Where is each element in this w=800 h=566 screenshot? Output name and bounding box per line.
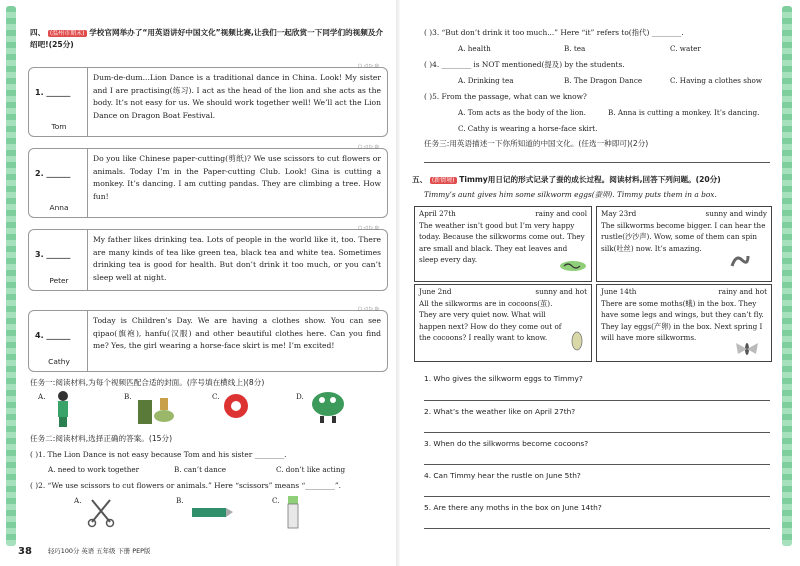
card-number: 2. ______ (35, 169, 71, 178)
q4-option-b: B. The Dragon Dance (564, 76, 643, 85)
video-controls: ○ ◁ ▷ ◎ (357, 225, 379, 231)
footer-text: 轻巧100分 英语 五年级 下册 PEP版 (48, 547, 151, 555)
q3-option-a: A. health (458, 44, 491, 53)
diary-weather: sunny and hot (535, 287, 587, 296)
card-divider (87, 68, 88, 136)
silkworm-question-3: 3. When do the silkworms become cocoons? (424, 439, 589, 448)
option-label: A. (38, 392, 46, 401)
video-controls: ○ ◁ ▷ ◎ (357, 306, 379, 312)
q3-option-b: B. tea (564, 44, 586, 53)
video-card-cathy (28, 306, 388, 372)
answer-line[interactable] (424, 464, 770, 465)
diary-date: May 23rd (601, 209, 637, 218)
tea-picture (136, 394, 176, 426)
moth-icon (734, 340, 760, 358)
intro-text: Timmy’s aunt gives him some silkworm eggs(蚕卵). Timmy puts them in a box. (424, 190, 717, 199)
answer-line[interactable] (424, 432, 770, 433)
silkworm-question-1: 1. Who gives the silkworm eggs to Timmy? (424, 374, 583, 383)
section-five-title (412, 175, 782, 185)
section-instruction: Timmy用日记的形式记录了蚕的成长过程。阅读材料,回答下列问题。(20分) (459, 175, 721, 184)
q1-option-c: C. don’t like acting (276, 465, 346, 474)
diary-date: June 2nd (419, 287, 452, 296)
task-three-instruction: 任务三:用英语描述一下你所知道的中国文化。(任选一种即可)(2分) (424, 139, 649, 148)
q2-option-b: B. (176, 496, 184, 505)
right-page (400, 0, 800, 566)
video-controls: ○ ◁ ▷ ◎ (357, 144, 379, 150)
cocoon-icon (570, 330, 584, 352)
option-label: C. (212, 392, 220, 401)
card-number: 3. ______ (35, 250, 71, 259)
card-text: Do you like Chinese paper-cutting(剪纸)? We use scissors to cut flowers or animals. Today I’m in the Paper-cutting Club. Look! Gina is cutting a monkey. It’s dancing. I am cutting pandas. They are climbing a tree. How fun! (93, 154, 381, 201)
card-number: 4. ______ (35, 331, 71, 340)
video-card-tom (28, 63, 388, 137)
glue-stick-picture (286, 494, 300, 530)
answer-line[interactable] (424, 162, 770, 163)
q5-option-a: A. Tom acts as the body of the lion. (458, 108, 586, 117)
section-number: 四、 (30, 28, 46, 37)
question-2: ( )2. “We use scissors to cut flowers or animals.” Here “scissors” means “________”. (30, 481, 341, 490)
diary-text: All the silkworms are in cocoons(茧). They are very quiet now. What will happen next? How do they come out of the cocoons? I really want to know. (419, 298, 562, 343)
task-two-instruction: 任务二:阅读材料,选择正确的答案。(15分) (30, 434, 173, 443)
qipao-girl-picture (50, 390, 76, 428)
speaker-name: Peter (49, 276, 69, 286)
section-instruction: 学校官网举办了“用英语讲好中国文化”视频比赛,让我们一起欣赏一下同学们的视频及介绍吧!(25分) (30, 28, 384, 49)
question-1: ( )1. The Lion Dance is not easy because Tom and his sister ________. (30, 450, 287, 459)
question-5: ( )5. From the passage, what can we know? (424, 92, 587, 101)
video-controls: ○ ◁ ▷ ◎ (357, 63, 379, 69)
card-divider (87, 149, 88, 217)
section-tag: (新情境) (431, 177, 455, 184)
scissors-picture (86, 496, 116, 528)
silkworm-question-5: 5. Are there any moths in the box on June 14th? (424, 503, 602, 512)
section-tag: (温州市期末) (49, 30, 85, 37)
q4-option-a: A. Drinking tea (458, 76, 514, 85)
card-text: Today is Children’s Day. We are having a clothes show. You can see qipao(旗袍), hanfu(汉服) and other beautiful clothes here. Can you find me? Yes, the girl wearing a horse-face skirt is me! I’m excited! (93, 316, 381, 351)
diary-date: June 14th (601, 287, 637, 296)
silkworm-spinning-icon (728, 250, 752, 272)
q3-option-c: C. water (670, 44, 701, 53)
card-divider (87, 230, 88, 290)
section-four-title (30, 27, 390, 51)
answer-line[interactable] (424, 496, 770, 497)
q1-option-a: A. need to work together (48, 465, 140, 474)
option-label: D. (296, 392, 304, 401)
card-number: 1. ______ (35, 88, 71, 97)
silkworm-on-leaf-icon (558, 258, 588, 272)
question-4: ( )4. ________ is NOT mentioned(提及) by the students. (424, 60, 625, 69)
answer-line[interactable] (424, 400, 770, 401)
video-card-peter (28, 225, 388, 291)
video-card-anna (28, 144, 388, 218)
card-text: Dum-de-dum...Lion Dance is a traditional dance in China. Look! My sister and I are practising(练习). I act as the head of the lion and she acts as the body. It’s not easy for us. We should work together well! We’ll act the Lion Dance on Dragon Boat Festival. (93, 73, 381, 120)
diary-text: There are some moths(蛾) in the box. They have some legs and wings, but they can’t fly. They lay eggs(产卵) in the box. Next spring I will have more silkworms. (601, 298, 764, 343)
right-decorative-border (782, 6, 792, 546)
card-text: My father likes drinking tea. Lots of people in the world like it, too. There are many kinds of tea like green tea, black tea and white tea. Sometimes drinking tea is good for health. But don’t drink it too much, or you can’t sleep well at night. (93, 235, 381, 282)
diary-weather: rainy and cool (535, 209, 587, 218)
page-number: 38 (18, 546, 32, 557)
paper-cutting-picture (222, 392, 250, 424)
lion-dance-picture (306, 388, 350, 424)
diary-text: The weather isn’t good but I’m very happy today. Because the silkworms come out. They are small and black. They eat leaves and sleep every day. (419, 220, 585, 265)
silkworm-question-2: 2. What’s the weather like on April 27th? (424, 407, 576, 416)
card-divider (87, 311, 88, 371)
option-label: B. (124, 392, 132, 401)
answer-line[interactable] (424, 528, 770, 529)
diary-weather: rainy and hot (718, 287, 767, 296)
diary-june-2 (414, 284, 592, 362)
speaker-name: Anna (49, 203, 69, 213)
task-one-instruction: 任务一:阅读材料,为每个视频匹配合适的封面。(序号填在横线上)(8分) (30, 378, 265, 387)
utility-knife-picture (190, 504, 234, 522)
q5-option-b: B. Anna is cutting a monkey. It’s dancing. (608, 108, 760, 117)
left-decorative-border (6, 6, 16, 546)
q1-option-b: B. can’t dance (174, 465, 227, 474)
speaker-name: Tom (51, 122, 67, 132)
question-3: ( )3. “But don’t drink it too much...” Here “it” refers to(指代) ________. (424, 28, 684, 37)
diary-weather: sunny and windy (705, 209, 767, 218)
section-number: 五、 (412, 175, 428, 184)
q5-option-c: C. Cathy is wearing a horse-face skirt. (458, 124, 598, 133)
q2-option-a: A. (74, 496, 82, 505)
silkworm-question-4: 4. Can Timmy hear the rustle on June 5th? (424, 471, 581, 480)
q4-option-c: C. Having a clothes show (670, 76, 763, 85)
speaker-name: Cathy (48, 357, 70, 367)
q2-option-c: C. (272, 496, 280, 505)
diary-text: The silkworms become bigger. I can hear the rustle(沙沙声). Wow, some of them can spin silk(吐丝) now. It’s amazing. (601, 220, 766, 253)
diary-date: April 27th (419, 209, 456, 218)
